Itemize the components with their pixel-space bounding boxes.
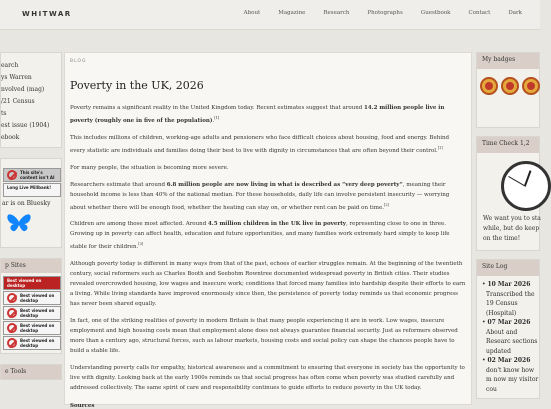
nav-research[interactable]: Research — [323, 10, 350, 16]
nav-photographs[interactable]: Photographs — [367, 10, 403, 16]
bluesky-butterfly-icon[interactable] — [7, 213, 31, 233]
nav-about[interactable]: About — [243, 10, 261, 16]
buttons-box — [0, 158, 62, 248]
best-viewed-desktop-button[interactable]: Best viewed on desktop — [3, 336, 61, 350]
site-log-heading: Site Log — [477, 260, 539, 276]
stamp-button[interactable]: Best viewed on desktop — [3, 276, 61, 290]
tools-heading: e Tools — [1, 365, 61, 379]
badge-icon[interactable] — [522, 77, 540, 95]
analog-clock-icon — [501, 161, 551, 211]
log-entry: • 10 Mar 2026 — [482, 281, 531, 288]
no-sign-icon — [7, 308, 17, 318]
sidebar-link-guestbook[interactable]: ebook — [1, 133, 20, 141]
badges-heading: My badges — [477, 53, 539, 69]
sources-heading: Sources — [70, 403, 95, 409]
clock-hour-hand — [524, 170, 531, 186]
log-entry: • 07 Mar 2026 — [482, 319, 531, 326]
article-paragraph: Although poverty today is different in many ways from that of the past, echoes of earlier struggles remain. At the beginning of the twentieth century, social reformers such as Charles Booth and Seebohm Rowntree documented widespread poverty in British cities. Their studies revealed overcrowded housing, low wages and insecure work; conditions that forced many families into hardship despite their efforts to earn a living. While living standards have improved enormously since then, the persistence of poverty today reminds us that economic progress has never been shared equally. — [70, 261, 466, 308]
badges-box — [476, 52, 540, 128]
footnote-link[interactable]: [3] — [138, 242, 144, 247]
page-title: Poverty in the UK, 2026 — [70, 79, 204, 92]
best-viewed-desktop-button[interactable]: Best viewed on desktop — [3, 291, 61, 305]
time-check-heading: Time Check 1,2 — [477, 137, 539, 153]
article-paragraph: For many people, the situation is becoming more severe. — [70, 164, 229, 171]
sidebar-link-census[interactable]: /21 Census — [1, 97, 35, 105]
right-sidebar — [476, 52, 540, 407]
no-ai-button[interactable]: This site's content isn't AI — [3, 168, 61, 182]
footnote-link[interactable]: [1] — [214, 116, 220, 120]
sidebar-link-ts[interactable]: ts — [1, 109, 7, 117]
footnote-link[interactable]: [2] — [383, 202, 389, 207]
log-entry: • 02 Mar 2026 — [482, 357, 531, 364]
bluesky-label[interactable]: ar is on Bluesky — [2, 200, 51, 207]
sidebar-link-search[interactable]: earch — [1, 61, 19, 69]
no-sign-icon — [7, 170, 17, 180]
site-log-box — [476, 259, 540, 399]
badge-icon[interactable] — [501, 77, 519, 95]
long-live-millbank-button[interactable]: Long Live Millbank! — [3, 183, 61, 197]
clock-minute-hand — [508, 176, 526, 187]
site-logo[interactable]: WHITWAR — [22, 10, 72, 18]
badge-icon[interactable] — [480, 77, 498, 95]
sidebar-link-latest-issue[interactable]: est issue (1904) — [1, 121, 50, 129]
badge-row — [477, 69, 539, 119]
article-paragraph: In fact, one of the striking realities of poverty in modern Britain is that many people experiencing it are in work. Low wages, insecure employment and high housing costs mean that employment alone does not always guarantee financial security. Just as reformers observed more than a century ago, structural forces, such as labour markets, housing costs and social policy can shape the chances people have to build a stable life. — [70, 318, 458, 355]
sidebar-nav-box — [0, 52, 62, 148]
sidebar-link-warren[interactable]: ys Warren — [1, 73, 32, 81]
no-sign-icon — [7, 338, 17, 348]
nav-guestbook[interactable]: Guestbook — [420, 10, 451, 16]
nav-contact[interactable]: Contact — [468, 10, 491, 16]
main-nav — [244, 10, 540, 16]
article-paragraph: This includes millions of children, working-age adults and pensioners who face difficult choices about housing, food and energy. Behind every statistic are individuals and families doing their best to live with dignity in circumstances that are often beyond their control.[1] — [70, 134, 450, 154]
article-paragraph: Researchers estimate that around 6.8 million people are now living in what is described as “very deep poverty”, meaning their household income is less than 40% of the national median. For these households, daily life can involve persistent insecurity — worrying about whether there will be enough food, whether the heating can stay on, or whether rent can be paid on time.[2] — [70, 181, 450, 211]
sidebar-link-involved[interactable]: nvolved (mag) — [1, 85, 45, 93]
no-sign-icon — [7, 293, 17, 303]
no-sign-icon — [7, 323, 17, 333]
nav-magazine[interactable]: Magazine — [278, 10, 306, 16]
best-viewed-desktop-button[interactable]: Best viewed on desktop — [3, 321, 61, 335]
nav-dark-mode-toggle[interactable]: Dark — [508, 10, 522, 16]
article-paragraph: Poverty remains a significant reality in the United Kingdom today. Recent estimates suggest that around 14.2 million people live in poverty (roughly one in five of the population).[1] — [70, 105, 445, 124]
tools-box — [0, 364, 62, 380]
left-sidebar — [0, 52, 62, 390]
best-viewed-desktop-button[interactable]: Best viewed on desktop — [3, 306, 61, 320]
log-entry-text: About and Researc sections updated — [486, 328, 538, 355]
breadcrumb[interactable]: BLOG — [70, 59, 87, 64]
stamp-sites-heading: p Sites — [1, 259, 61, 273]
time-check-box — [476, 136, 540, 251]
article-panel — [64, 52, 472, 409]
article-paragraph: Children are among those most affected. Around 4.5 million children in the UK live in poverty, representing close to one in three. Growing up in poverty can affect health, education and future opportunities, and many families work extremely hard simply to keep life stable for their children.[3] — [70, 221, 450, 251]
footnote-link[interactable]: [1] — [437, 145, 443, 150]
article-paragraph: Understanding poverty calls for empathy, historical awareness and a commitment to ensuring that everyone in society has the opportunity to live with dignity. Looking back at the early 1900s reminds us that social progress has often come when poverty was studied carefully and addressed collectively. The same spirit of care and responsibility continues to guide efforts to reduce poverty in the UK today. — [70, 365, 465, 392]
time-check-text: We want you to sta while, but do keep on the time! — [483, 215, 541, 242]
log-entry-text: Transcribed the 19 Census (Hospital) — [486, 290, 535, 317]
stamp-sites-box — [0, 258, 62, 354]
log-entry-text: don't know how m now my visitor cou — [486, 366, 539, 393]
top-navigation-bar — [0, 0, 540, 30]
